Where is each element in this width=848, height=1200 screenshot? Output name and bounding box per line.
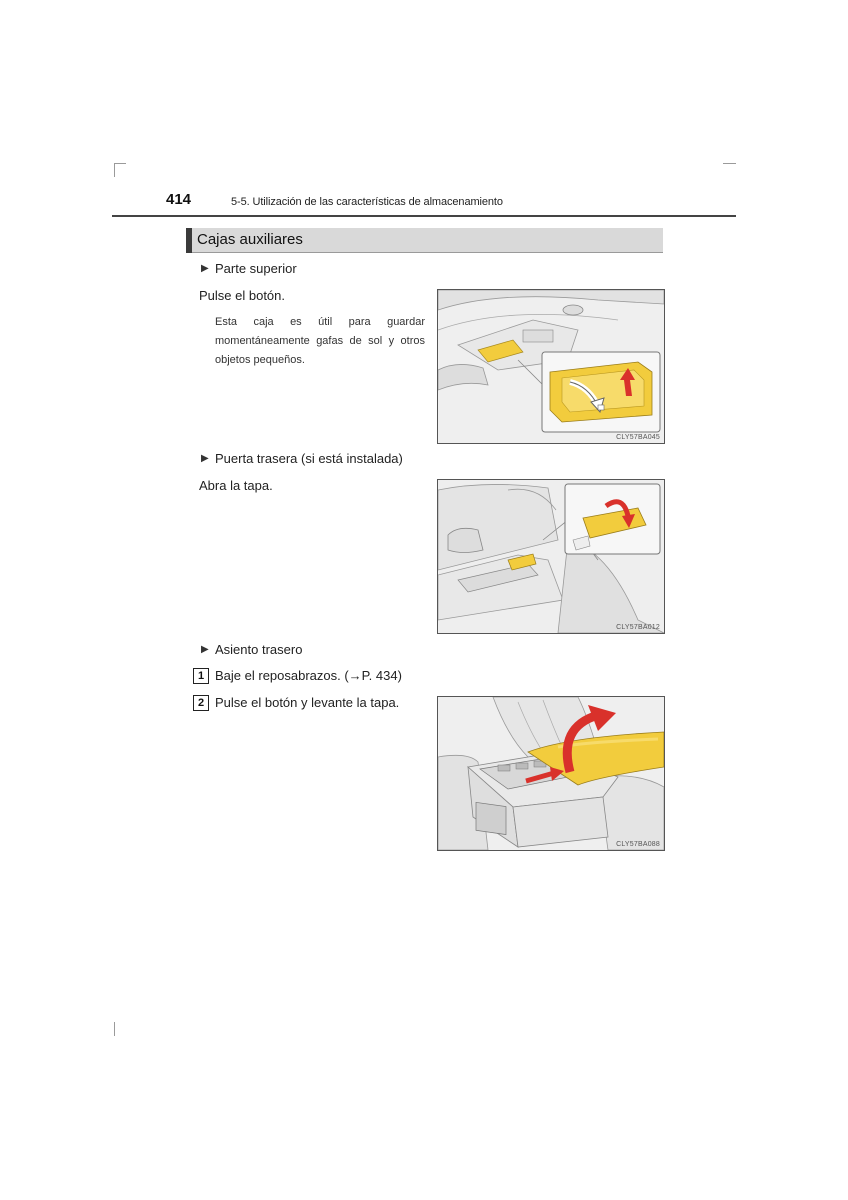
subsection-title-door: Puerta trasera (si está instalada) [215,451,403,466]
figure-code-door: CLY57BA012 [616,624,660,631]
header-rule [112,215,736,217]
subsection-title-top: Parte superior [215,261,297,276]
note-top: Esta caja es útil para guardar momentáneamente gafas de sol y otros objetos pequeños. [215,316,425,366]
crop-mark-bottom-left-v [114,1022,115,1036]
triangle-bullet-icon: ▶ [201,644,209,655]
crop-mark-top-left-h [114,163,126,164]
triangle-bullet-icon: ▶ [201,453,209,464]
figure-overhead-console [437,289,665,444]
running-header: 5-5. Utilización de las características de almacenamiento [231,196,503,208]
step-text-2: Pulse el botón y levante la tapa. [215,695,400,710]
overhead-console-illustration [438,290,664,443]
rear-armrest-illustration [438,697,664,850]
section-title: Cajas auxiliares [197,231,303,248]
step-number-2: 2 [193,695,209,711]
crop-mark-top-right-h [723,163,736,164]
triangle-bullet-icon: ▶ [201,263,209,274]
figure-rear-door [437,479,665,634]
instruction-top: Pulse el botón. [199,288,286,303]
instruction-door: Abra la tapa. [199,478,273,493]
step-number-1: 1 [193,668,209,684]
figure-code-top: CLY57BA045 [616,434,660,441]
step-text-1: Baje el reposabrazos. (→P. 434) [215,668,402,683]
subsection-title-seat: Asiento trasero [215,642,303,657]
crop-mark-top-left-v [114,163,115,177]
rear-door-illustration [438,480,664,633]
page-number: 414 [166,191,192,208]
figure-rear-armrest [437,696,665,851]
figure-code-seat: CLY57BA088 [616,841,660,848]
section-heading-accent [186,228,192,253]
